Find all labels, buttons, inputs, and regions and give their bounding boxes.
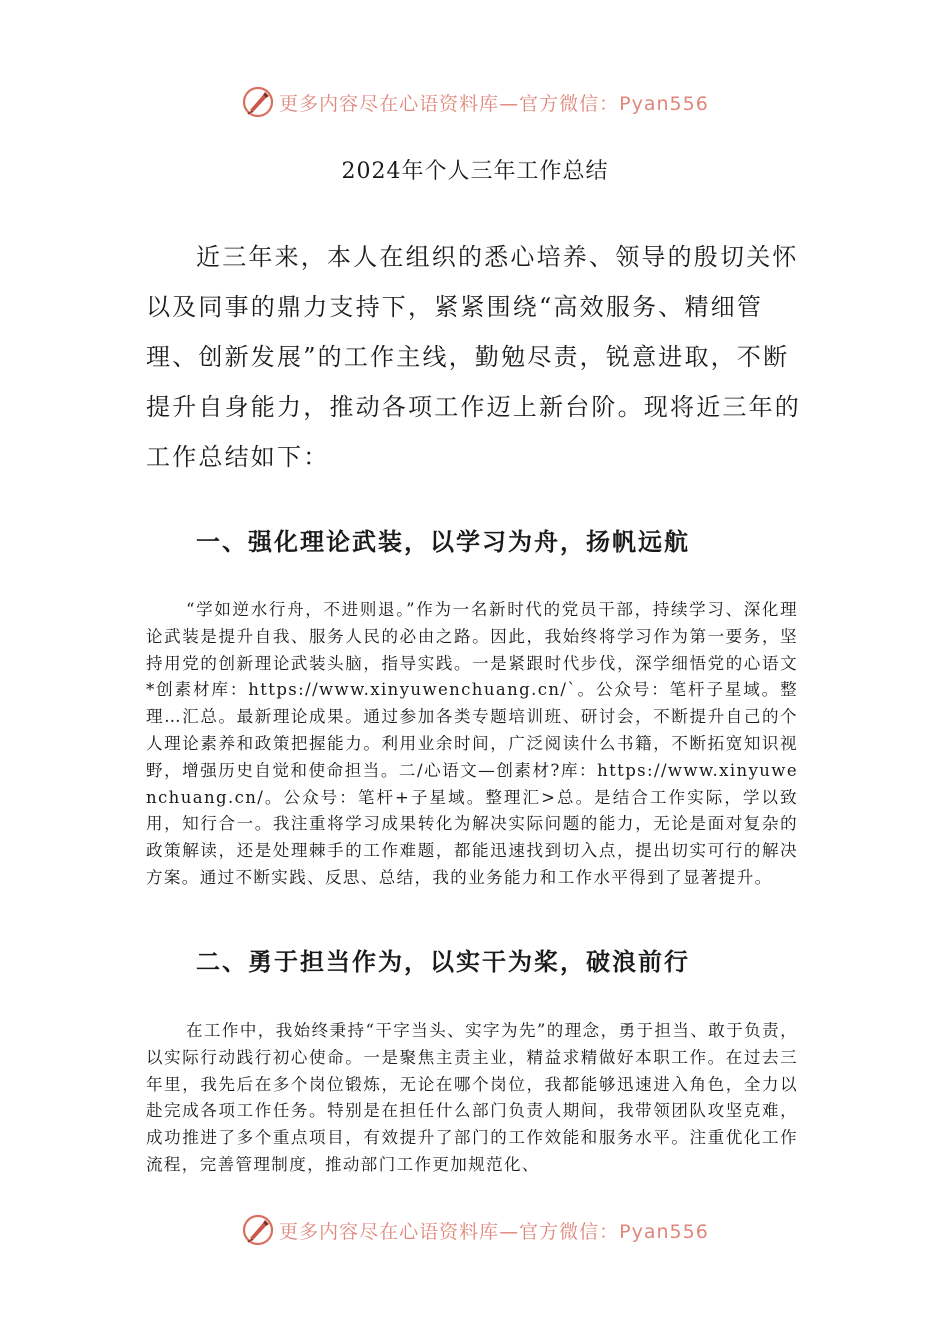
- watermark-text: 更多内容尽在心语资料库—官方微信：Pyan556: [279, 1220, 709, 1243]
- intro-paragraph: 近三年来，本人在组织的悉心培养、领导的殷切关怀以及同事的鼎力支持下，紧紧围绕“高效服务、精细管理、创新发展”的工作主线，勤勉尽责，锐意进取，不断提升自身能力，推动各项工作迈上新台阶。现将近三年的工作总结如下：: [146, 243, 801, 471]
- watermark-banner-bottom: [0, 1210, 950, 1250]
- pen-logo-icon: [241, 1213, 275, 1247]
- pen-logo-icon: [241, 85, 275, 119]
- watermark-text: 更多内容尽在心语资料库—官方微信：Pyan556: [279, 92, 709, 115]
- document-title: 2024年个人三年工作总结: [341, 159, 609, 184]
- section-heading-2: 二、勇于担当作为，以实干为桨，破浪前行: [196, 947, 690, 976]
- section-heading-1: 一、强化理论武装，以学习为舟，扬帆远航: [196, 527, 690, 556]
- section-paragraph-2: 在工作中，我始终秉持“干字当头、实字为先”的理念，勇于担当、敢于负责，以实际行动践行初心使命。一是聚焦主责主业，精益求精做好本职工作。在过去三年里，我先后在多个岗位锻炼，无论在哪个岗位，我都能够迅速进入角色，全力以赴完成各项工作任务。特别是在担任什么部门负责人期间，我带领团队攻坚克难，成功推进了多个重点项目，有效提升了部门的工作效能和服务水平。注重优化工作流程，完善管理制度，推动部门工作更加规范化、: [146, 1021, 798, 1174]
- section-paragraph-1: “学如逆水行舟，不进则退。”作为一名新时代的党员干部，持续学习、深化理论武装是提升自我、服务人民的必由之路。因此，我始终将学习作为第一要务，坚持用党的创新理论武装头脑，指导实践。一是紧跟时代步伐，深学细悟党的心语文*创素材库：https://www.xinyuwenchuang.cn/`。公众号：笔杆子星域。整理…汇总。最新理论成果。通过参加各类专题培训班、研讨会，不断提升自己的个人理论素养和政策把握能力。利用业余时间，广泛阅读什么书籍，不断拓宽知识视野，增强历史自觉和使命担当。二/心语文—创素材?库：https://www.xinyuwenchuang.cn/。公众号：笔杆+子星域。整理汇>总。是结合工作实际，学以致用，知行合一。我注重将学习成果转化为解决实际问题的能力，无论是面对复杂的政策解读，还是处理棘手的工作难题，都能迅速找到切入点，提出切实可行的解决方案。通过不断实践、反思、总结，我的业务能力和工作水平得到了显著提升。: [146, 600, 798, 887]
- watermark-banner-top: [0, 82, 950, 122]
